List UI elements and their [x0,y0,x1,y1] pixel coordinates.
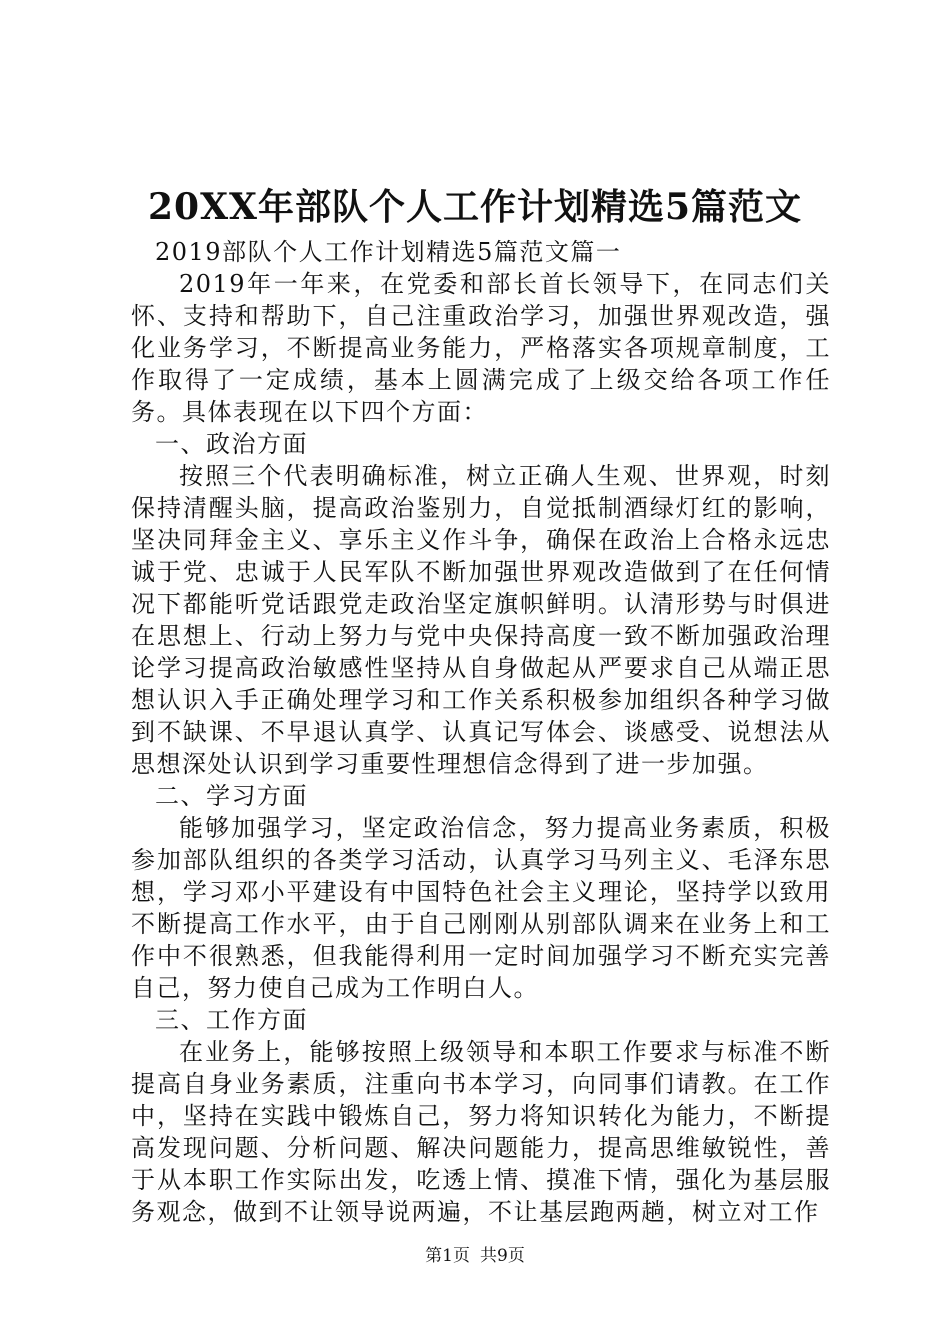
document-body [131,236,831,1228]
section-paragraph: 在业务上，能够按照上级领导和本职工作要求与标准不断提高自身业务素质，注重向书本学习，向同事们请教。在工作中，坚持在实践中锻炼自己，努力将知识转化为能力，不断提高发现问题、分析问题、解决问题能力，提高思维敏锐性，善于从本职工作实际出发，吃透上情、摸准下情，强化为基层服务观念，做到不让领导说两遍，不让基层跑两趟，树立对工作 [131,1038,831,1226]
section-paragraph: 按照三个代表明确标准，树立正确人生观、世界观，时刻保持清醒头脑，提高政治鉴别力，自觉抵制酒绿灯红的影响，坚决同拜金主义、享乐主义作斗争，确保在政治上合格永远忠诚于党、忠诚于人民军队不断加强世界观改造做到了在任何情况下都能听党话跟党走政治坚定旗帜鲜明。认清形势与时俱进在思想上、行动上努力与党中央保持高度一致不断加强政治理论学习提高政治敏感性坚持从自身做起从严要求自己从端正思想认识入手正确处理学习和工作关系积极参加组织各种学习做到不缺课、不早退认真学、认真记写体会、谈感受、说想法从思想深处认识到学习重要性理想信念得到了进一步加强。 [131,462,831,778]
intro-paragraph: 2019年一年来，在党委和部长首长领导下，在同志们关怀、支持和帮助下，自己注重政治学习，加强世界观改造，强化业务学习，不断提高业务能力，严格落实各项规章制度，工作取得了一定成绩，基本上圆满完成了上级交给各项工作任务。具体表现在以下四个方面： [131,270,831,426]
section-heading: 三、工作方面 [155,1006,308,1034]
section-heading: 二、学习方面 [155,782,308,810]
document-subtitle: 2019部队个人工作计划精选5篇范文篇一 [155,238,622,266]
page-footer [0,1245,950,1267]
section-heading: 一、政治方面 [155,430,308,458]
page-number: 第1页 [425,1246,470,1266]
document-title: 20XX年部队个人工作计划精选5篇范文 [147,186,802,228]
section-paragraph: 能够加强学习，坚定政治信念，努力提高业务素质，积极参加部队组织的各类学习活动，认真学习马列主义、毛泽东思想，学习邓小平建设有中国特色社会主义理论，坚持学以致用不断提高工作水平，由于自己刚刚从别部队调来在业务上和工作中不很熟悉，但我能得利用一定时间加强学习不断充实完善自己，努力使自己成为工作明白人。 [131,814,831,1002]
page-total: 共9页 [480,1246,525,1266]
